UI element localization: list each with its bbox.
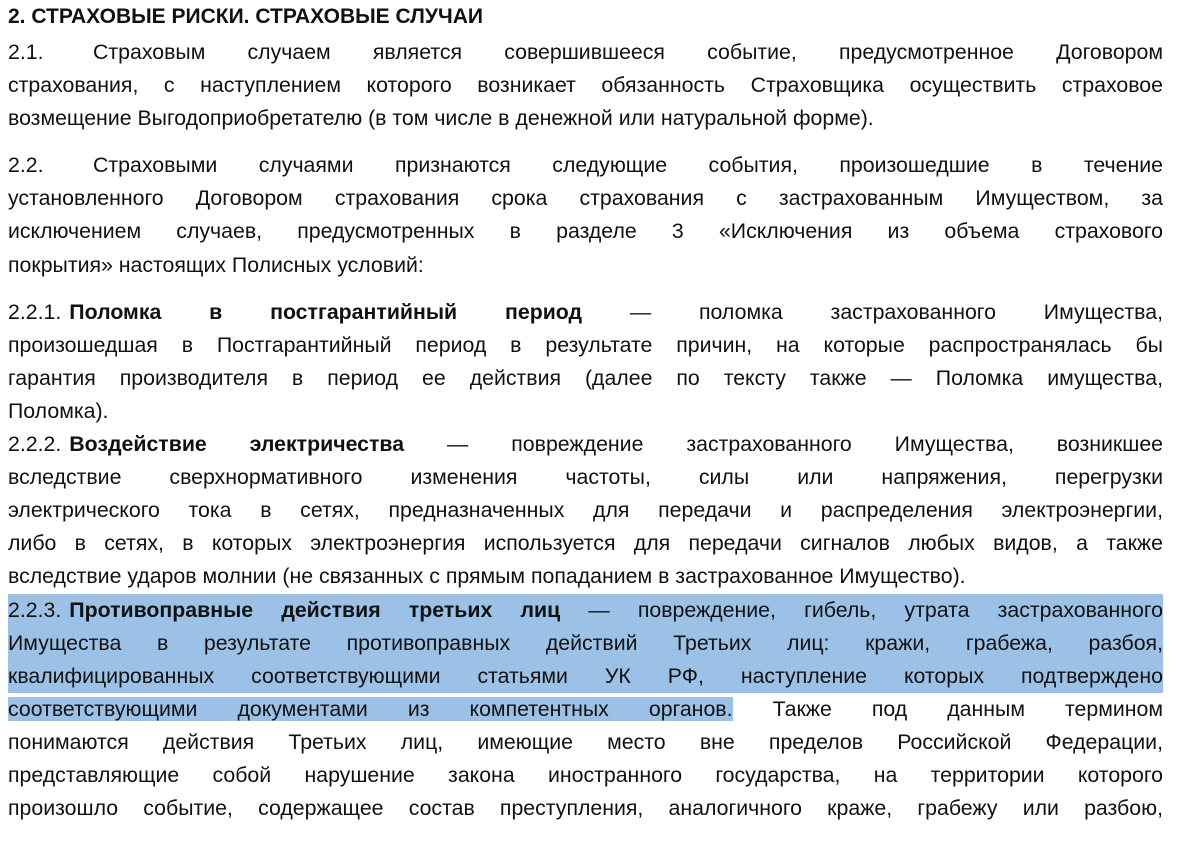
clause-text: Страховыми случаями признаются следующие события, произошедшие в течение [93, 153, 1163, 178]
paragraph-2-2-2 [8, 428, 1163, 593]
paragraph-line [8, 36, 1163, 69]
clause-text: — повреждение застрахованного Имущества, возникшее [447, 432, 1164, 457]
clause-number: 2.2.3. [8, 597, 62, 622]
paragraph-line[interactable] [8, 693, 1163, 726]
paragraph-line: покрытия» настоящих Полисных условий: [8, 252, 424, 277]
paragraph-line-selected[interactable] [8, 594, 1163, 627]
clause-text: Также под данным термином [772, 696, 1164, 721]
paragraph-2-2-3[interactable] [8, 594, 1163, 826]
paragraph-line: Поломка). [8, 398, 109, 423]
risk-term: Поломка в постгарантийный период [69, 299, 583, 324]
paragraph-2-1 [8, 36, 1163, 135]
clause-number: 2.2. [8, 153, 44, 178]
paragraph-line: установленного Договором страхования срока страхования с застрахованным Имуществом, за [8, 186, 1163, 211]
paragraph-2-2 [8, 149, 1163, 281]
paragraph-spacer [8, 135, 1163, 149]
paragraph-line: возмещение Выгодоприобретателю (в том числе в денежной или натуральной форме). [8, 106, 874, 131]
paragraph-line [8, 428, 1163, 461]
paragraph-line: либо в сетях, в которых электроэнергия используется для передачи сигналов любых видов, а также [8, 531, 1163, 556]
clause-number: 2.2.1. [8, 299, 62, 324]
paragraph-line: страхования, с наступлением которого возникает обязанность Страховщика осуществить страховое [8, 73, 1163, 98]
text-selection-highlight[interactable]: соответствующими документами из компетентных органов. [8, 696, 733, 721]
paragraph-line [8, 149, 1163, 182]
clause-text: — поломка застрахованного Имущества, [629, 299, 1163, 324]
paragraph-line [8, 296, 1163, 329]
paragraph-line: вследствие сверхнормативного изменения частоты, силы или напряжения, перегрузки [8, 465, 1163, 490]
paragraph-line-selected[interactable]: Имущества в результате противоправных действий Третьих лиц: кражи, грабежа, разбоя, [8, 627, 1163, 660]
clause-number: 2.2.2. [8, 432, 62, 457]
paragraph-line: представляющие собой нарушение закона иностранного государства, на территории которого [8, 762, 1163, 787]
paragraph-spacer [8, 282, 1163, 296]
paragraph-line: произошедшая в Постгарантийный период в результате причин, на которые распространялась бы [8, 332, 1163, 357]
paragraph-line: вследствие ударов молнии (не связанных с прямым попаданием в застрахованное Имущество). [8, 564, 966, 589]
risk-term: Воздействие электричества [69, 432, 405, 457]
risk-term: Противоправные действия третьих лиц [69, 597, 561, 622]
section-heading: 2. СТРАХОВЫЕ РИСКИ. СТРАХОВЫЕ СЛУЧАИ [8, 5, 483, 28]
paragraph-line-selected[interactable]: квалифицированных соответствующими статьями УК РФ, наступление которых подтверждено [8, 660, 1163, 693]
clause-text: — повреждение, гибель, утрата застрахованного [588, 597, 1164, 622]
clause-text: Страховым случаем является совершившееся событие, предусмотренное Договором [93, 40, 1163, 64]
paragraph-line: гарантия производителя в период ее действия (далее по тексту также — Поломка имущества, [8, 365, 1163, 390]
paragraph-2-2-1 [8, 296, 1163, 428]
clause-number: 2.1. [8, 40, 44, 64]
paragraph-line: исключением случаев, предусмотренных в разделе 3 «Исключения из объема страхового [8, 219, 1163, 244]
paragraph-line: понимаются действия Третьих лиц, имеющие место вне пределов Российской Федерации, [8, 729, 1163, 754]
paragraph-line: электрического тока в сетях, предназначенных для передачи и распределения электроэнергии, [8, 498, 1163, 523]
paragraph-line: произошло событие, содержащее состав преступления, аналогичного краже, грабежу или разбою, [8, 796, 1163, 821]
